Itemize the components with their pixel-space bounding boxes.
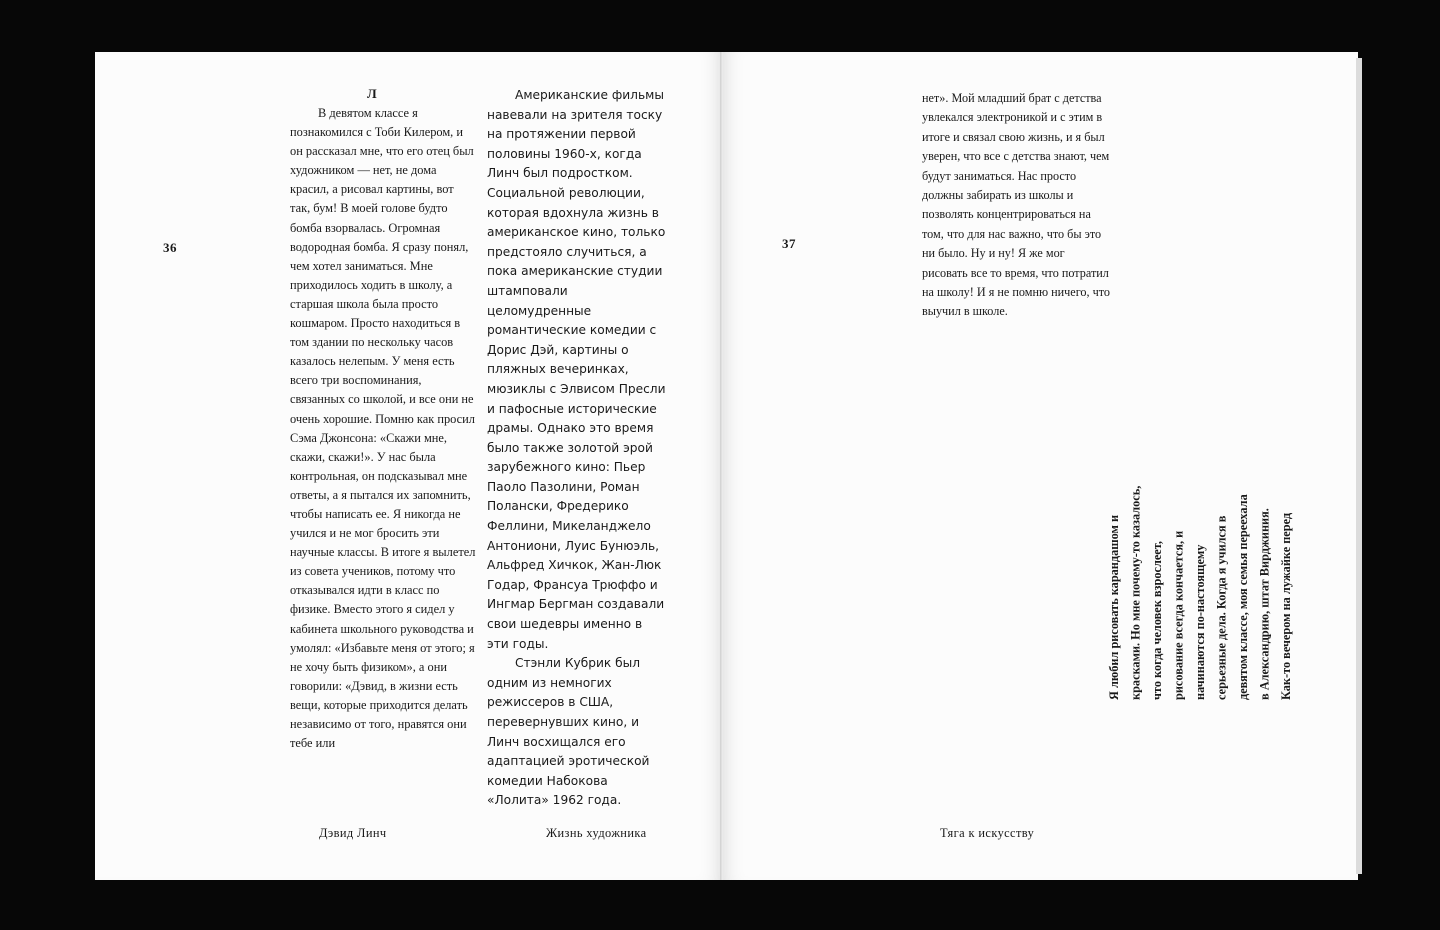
footer-author: Дэвид Линч [319,826,387,840]
body-paragraph-continued: нет». Мой младший брат с детства увлекался электроникой и с этим в итоге и связал свою жизнь, и я был уверен, что все с детства знают, чем будут заниматься. Нас просто должны забирать из школы и позволять концентрироваться на том, что для нас важно, что бы это ни было. Ну и ну! Я же мог рисовать все то время, что потратил на школу! И я не помню ничего, что выучил в школе. [922,91,1110,319]
sidebar-paragraph-2: Стэнли Кубрик был одним из немногих режиссеров в США, перевернувших кино, и Линч восхищался его адаптацией эротической комедии Набокова «Лолита» 1962 года. [487,656,650,808]
body-column-left [290,104,476,753]
footer-book-title: Жизнь художника [546,826,647,840]
footer-section-title: Тяга к искусству [940,826,1035,840]
page-edge [1356,58,1362,874]
body-paragraph: В девятом классе я познакомился с Тоби Килером, и он рассказал мне, что его отец был художником — нет, не дома красил, а рисовал картины, вот так, бум! В моей голове будто бомба взорвалась. Огромная водородная бомба. Я сразу понял, чем хотел заниматься. Мне приходилось ходить в школу, а старшая школа была просто кошмаром. Просто находиться в том здании по нескольку часов казалось нелепым. У меня есть всего три воспоминания, связанных со школой, и все они не очень хорошие. Помню как просил Сэма Джонсона: «Скажи мне, скажи, скажи!». У нас была контрольная, он подсказывал мне ответы, а я пытался их запомнить, чтобы написать ее. Я никогда не учился и не мог бросить эти научные классы. В итоге я вылетел из совета учеников, потому что отказывался идти в класс по физике. Вместо этого я сидел у кабинета школьного руководства и умолял: «Избавьте меня от этого; я не хочу быть физиком», а они говорили: «Дэвид, в жизни есть вещи, которые приходится делать независимо от того, нравятся они тебе или [290,106,476,751]
page-number-right: 37 [782,236,796,251]
book-spine [720,52,723,880]
page-number-left: 36 [163,240,177,255]
vertical-pull-quote [1104,485,1324,700]
sidebar-paragraph-1: Американские фильмы навевали на зрителя тоску на протяжении первой половины 1960-х, когда Линч был подростком. Социальной революции, которая вдохнула жизнь в американское кино, только предстояло случиться, а пока американские студии штамповали целомудренные романтические комедии с Дорис Дэй, картины о пляжных вечеринках, мюзиклы с Элвисом Пресли и пафосные исторические драмы. Однако это время было также золотой эрой зарубежного кино: Пьер Паоло Пазолини, Роман Полански, Фредерико Феллини, Микеланджело Антониони, Луис Бунюэль, Альфред Хичкок, Жан-Люк Годар, Франсуа Трюффо и Ингмар Бергман создавали свои шедевры именно в эти годы. [487,88,666,651]
body-column-sidebar [487,86,667,811]
body-column-right [922,89,1112,322]
drop-letter: Л [367,86,377,101]
pull-quote-text: Я любил рисовать карандашом и красками. Но мне почему-то казалось, что когда человек взрослеет, рисование всегда кончается, и начинаются по-настоящему серьезные дела. Когда я учился в девятом классе, моя семья переехала в Александрию, штат Вирджиния. Как-то вечером на лужайке перед [1107,485,1293,700]
